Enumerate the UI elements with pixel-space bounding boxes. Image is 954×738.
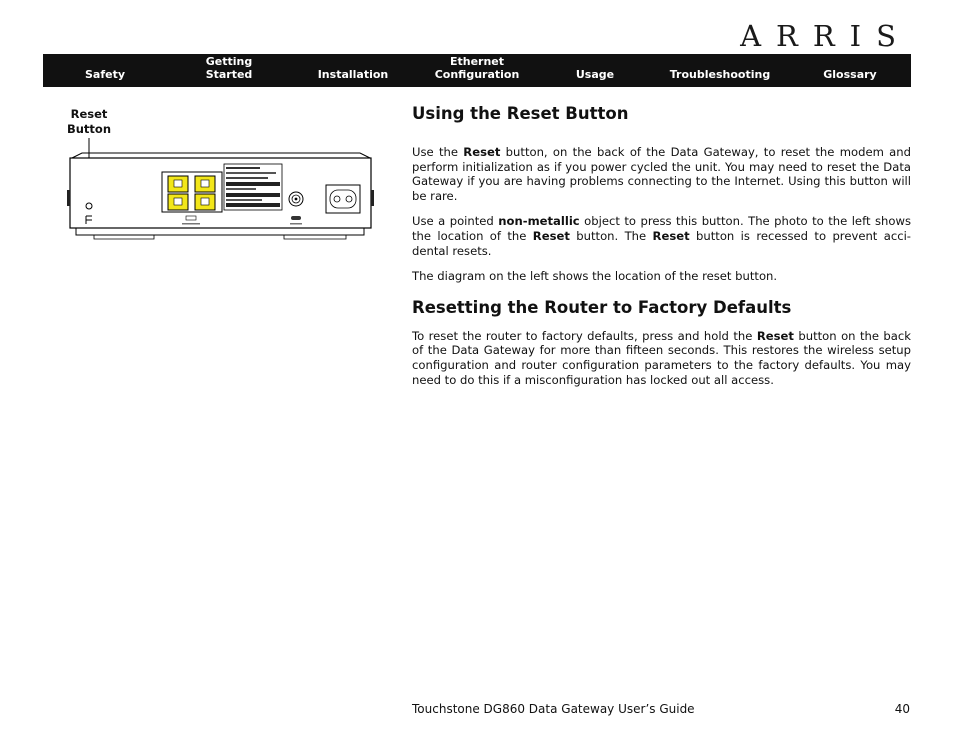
arris-logo: ARRIS (740, 19, 911, 53)
nav-label-line2: Installation (317, 68, 389, 81)
main-content (412, 104, 911, 387)
nav-label-line1: Ethernet (449, 55, 505, 68)
nav-getting-started[interactable] (167, 55, 291, 87)
nav-bar (43, 54, 911, 87)
paragraph-reset-instructions: Use a pointed non-metallic object to press this button. The photo to the left shows the location of the Reset button. The Reset button is recessed to prevent acci-dental resets. (412, 214, 911, 258)
callout-line1: Reset (70, 107, 108, 121)
footer-document-title: Touchstone DG860 Data Gateway User’s Guide (412, 702, 695, 716)
section-heading-reset-button: Using the Reset Button (412, 104, 629, 123)
ethernet-port-4 (195, 194, 215, 210)
paragraph-factory-reset: To reset the router to factory defaults, press and hold the Reset button on the back of the Data Gateway for more than fifteen seconds. This restores the wireless setup configuration and router configuration parameters to the factory defaults. You may need to do this if a misconfiguration has locked out all access. (412, 328, 911, 387)
nav-ethernet-configuration[interactable] (415, 55, 539, 87)
device-top-edge (72, 153, 370, 158)
nav-label-line2: Troubleshooting (669, 68, 771, 81)
reset-button-callout (58, 107, 120, 137)
power-inlet (326, 185, 360, 213)
ethernet-port-3 (168, 194, 188, 210)
cable-connector (289, 192, 303, 206)
nav-troubleshooting[interactable] (651, 68, 789, 87)
ethernet-port-2 (195, 176, 215, 192)
paragraph-diagram-note: The diagram on the left shows the location of the reset button. (412, 269, 778, 284)
gateway-rear-panel-illustration (64, 138, 376, 244)
nav-safety[interactable] (43, 68, 167, 87)
nav-label-line1: Getting (205, 55, 253, 68)
nav-installation[interactable] (291, 68, 415, 87)
device-base (76, 228, 364, 235)
nav-label-line2: Configuration (434, 68, 520, 81)
nav-glossary[interactable] (789, 68, 911, 87)
nav-usage[interactable] (539, 68, 651, 87)
nav-label-line2: Started (205, 68, 253, 81)
reset-button-hole (86, 203, 92, 209)
footer-page-number: 40 (894, 702, 910, 716)
nav-label-line2: Usage (575, 68, 615, 81)
nav-label-line2: Glossary (823, 68, 877, 81)
callout-line2: Button (66, 122, 112, 136)
product-label (224, 164, 282, 210)
nav-label-line2: Safety (84, 68, 126, 81)
ethernet-port-1 (168, 176, 188, 192)
section-heading-factory-defaults: Resetting the Router to Factory Defaults (412, 297, 792, 317)
paragraph-reset-intro: Use the Reset button, on the back of the Data Gateway, to reset the modem and perform initialization as if you power cycled the unit. You may need to reset the Data Gateway if you are having problems connecting to the Internet. Using this button will be rare. (412, 145, 911, 203)
